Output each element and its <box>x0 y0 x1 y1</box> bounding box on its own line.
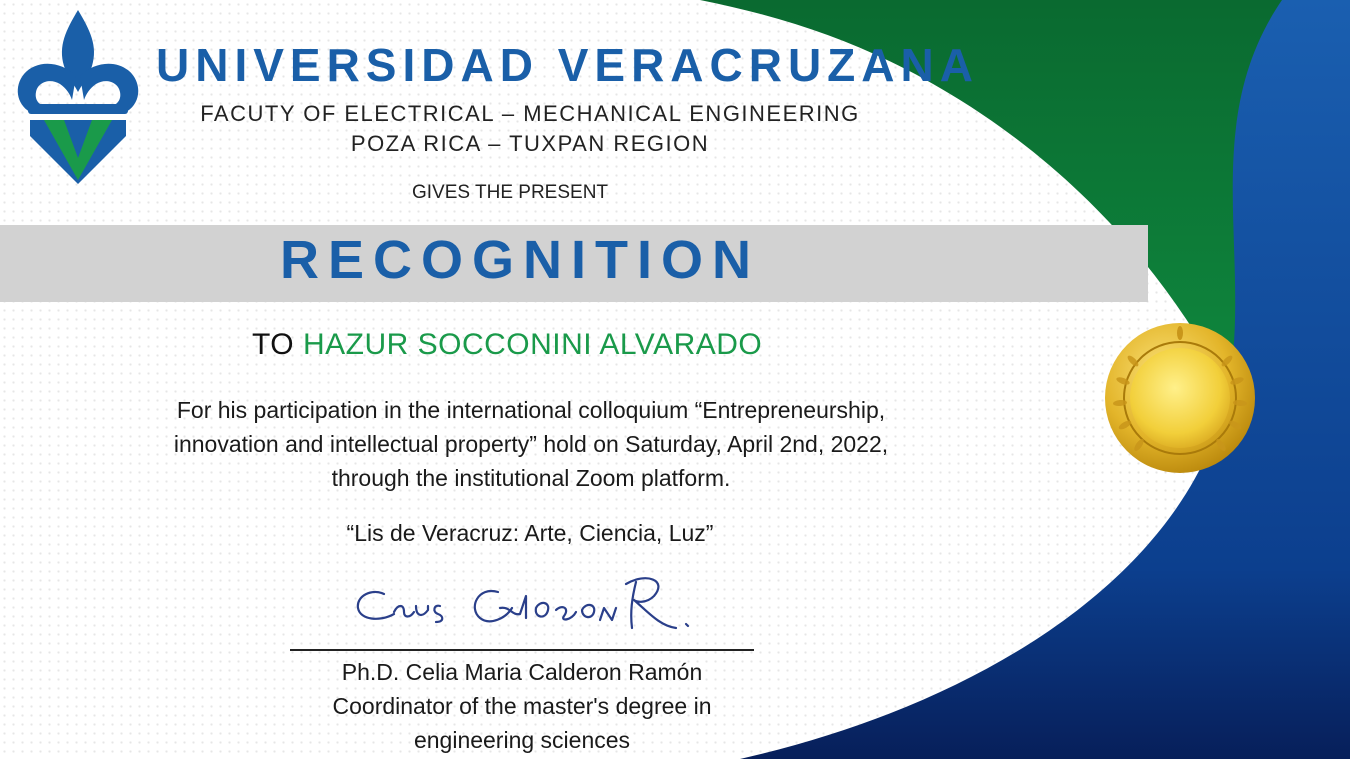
certificate-title: RECOGNITION <box>279 230 760 290</box>
gives-the-present: GIVES THE PRESENT <box>412 182 609 203</box>
signature-line <box>290 649 754 651</box>
recipient-line <box>252 328 762 362</box>
recipient-name: HAZUR SOCCONINI ALVARADO <box>302 328 763 361</box>
signatory-name: Ph.D. Celia Maria Calderon Ramón <box>341 659 703 685</box>
gold-seal-icon <box>1103 321 1257 475</box>
region-name: POZA RICA – TUXPAN REGION <box>350 131 710 156</box>
to-prefix: TO <box>252 328 295 361</box>
faculty-name: FACUTY OF ELECTRICAL – MECHANICAL ENGINEERING <box>200 101 860 126</box>
recognition-body <box>96 393 966 495</box>
motto: “Lis de Veracruz: Arte, Ciencia, Luz” <box>346 520 714 546</box>
body-line: through the institutional Zoom platform. <box>331 465 731 491</box>
signatory-block <box>272 655 772 757</box>
university-name: UNIVERSIDAD VERACRUZANA <box>156 39 979 91</box>
signatory-role: engineering sciences <box>413 727 631 753</box>
signatory-role: Coordinator of the master's degree in <box>332 693 712 719</box>
body-line: innovation and intellectual property” hold on Saturday, April 2nd, 2022, <box>173 431 889 457</box>
signature-image <box>350 568 690 640</box>
university-logo-icon <box>8 8 148 186</box>
body-line: For his participation in the international colloquium “Entrepreneurship, <box>176 397 886 423</box>
